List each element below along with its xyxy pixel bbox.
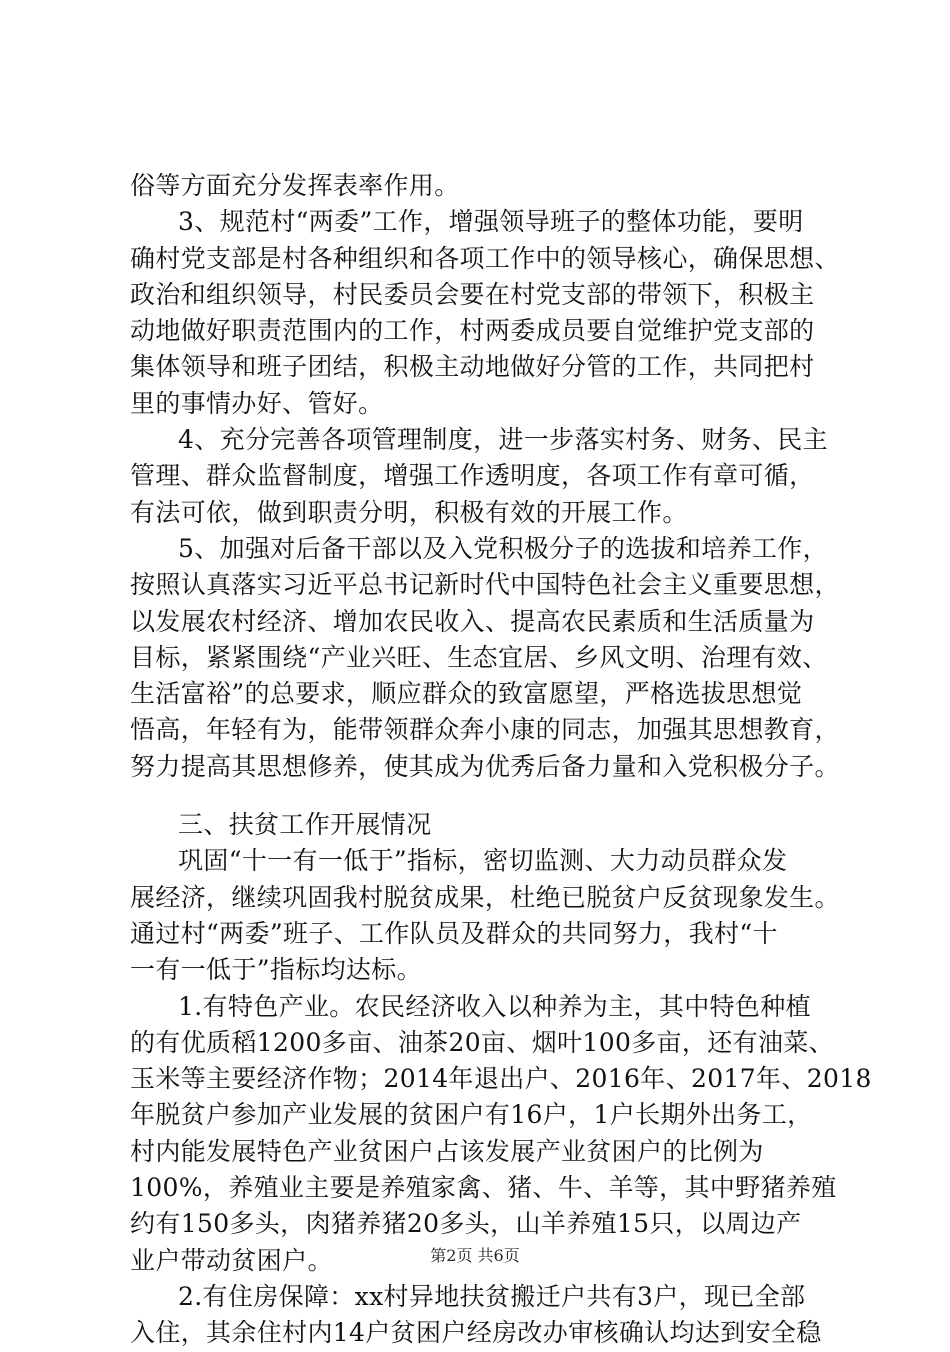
paragraph-line: 4、充分完善各项管理制度，进一步落实村务、财务、民主: [178, 425, 829, 455]
text-line: 的有优质稻1200多亩、油茶20亩、烟叶100多亩，还有油菜、: [130, 1027, 835, 1057]
section-heading: 三、扶贫工作开展情况: [178, 810, 432, 840]
text-line: 玉米等主要经济作物；2014年退出户、2016年、2017年、2018: [130, 1064, 872, 1094]
paragraph-line: 巩固“十一有一低于”指标，密切监测、大力动员群众发: [178, 846, 788, 876]
text-line: 以发展农村经济、增加农民收入、提高农民素质和生活质量为: [130, 606, 815, 636]
text-line: 年脱贫户参加产业发展的贫困户有16户，1户长期外出务工，: [130, 1100, 813, 1130]
text-line: 努力提高其思想修养，使其成为优秀后备力量和入党积极分子。: [130, 751, 840, 781]
text-line: 业户带动贫困户。: [130, 1245, 333, 1275]
text-line: 有法可依，做到职责分明，积极有效的开展工作。: [130, 497, 688, 527]
paragraph-line: 5、加强对后备干部以及入党积极分子的选拔和培养工作，: [178, 533, 829, 563]
text-line: 约有150多头，肉猪养猪20多头，山羊养殖15只，以周边产: [130, 1209, 802, 1239]
text-line: 里的事情办好、管好。: [130, 388, 384, 418]
text-line: 入住，其余住村内14户贫困户经房改办审核确认均达到安全稳: [130, 1318, 822, 1348]
paragraph-line: 1.有特色产业。农民经济收入以种养为主，其中特色种植: [178, 991, 811, 1021]
text-line: 俗等方面充分发挥表率作用。: [130, 171, 460, 200]
paragraph-line: 3、规范村“两委”工作，增强领导班子的整体功能，要明: [178, 207, 804, 237]
text-line: 动地做好职责范围内的工作，村两委成员要自觉维护党支部的: [130, 316, 815, 346]
text-line: 通过村“两委”班子、工作队员及群众的共同努力，我村“十: [130, 918, 778, 948]
paragraph-line: 2.有住房保障：xx村异地扶贫搬迁户共有3户，现已全部: [178, 1281, 806, 1311]
text-line: 确村党支部是村各种组织和各项工作中的领导核心，确保思想、: [130, 243, 840, 273]
text-line: 按照认真落实习近平总书记新时代中国特色社会主义重要思想，: [130, 570, 840, 600]
document-body: [130, 168, 872, 1352]
text-line: 展经济，继续巩固我村脱贫成果，杜绝已脱贫户反贫现象发生。: [130, 882, 840, 912]
text-line: 政治和组织领导，村民委员会要在村党支部的带领下，积极主: [130, 279, 815, 309]
text-line: 生活富裕”的总要求，顺应群众的致富愿望，严格选拔思想觉: [130, 679, 803, 709]
text-line: 100%，养殖业主要是养殖家禽、猪、牛、羊等，其中野猪养殖: [130, 1173, 837, 1203]
text-line: 目标，紧紧围绕“产业兴旺、生态宜居、乡风文明、治理有效、: [130, 642, 828, 672]
text-line: 悟高，年轻有为，能带领群众奔小康的同志，加强其思想教育，: [130, 715, 840, 745]
text-line: 一有一低于”指标均达标。: [130, 955, 422, 985]
text-line: 管理、群众监督制度，增强工作透明度，各项工作有章可循，: [130, 461, 815, 491]
text-line: 集体领导和班子团结，积极主动地做好分管的工作，共同把村: [130, 352, 815, 382]
spacer: [130, 785, 830, 807]
text-line: 村内能发展特色产业贫困户占该发展产业贫困户的比例为: [130, 1136, 764, 1166]
page-number-footer: 第2页 共6页: [430, 1246, 520, 1265]
